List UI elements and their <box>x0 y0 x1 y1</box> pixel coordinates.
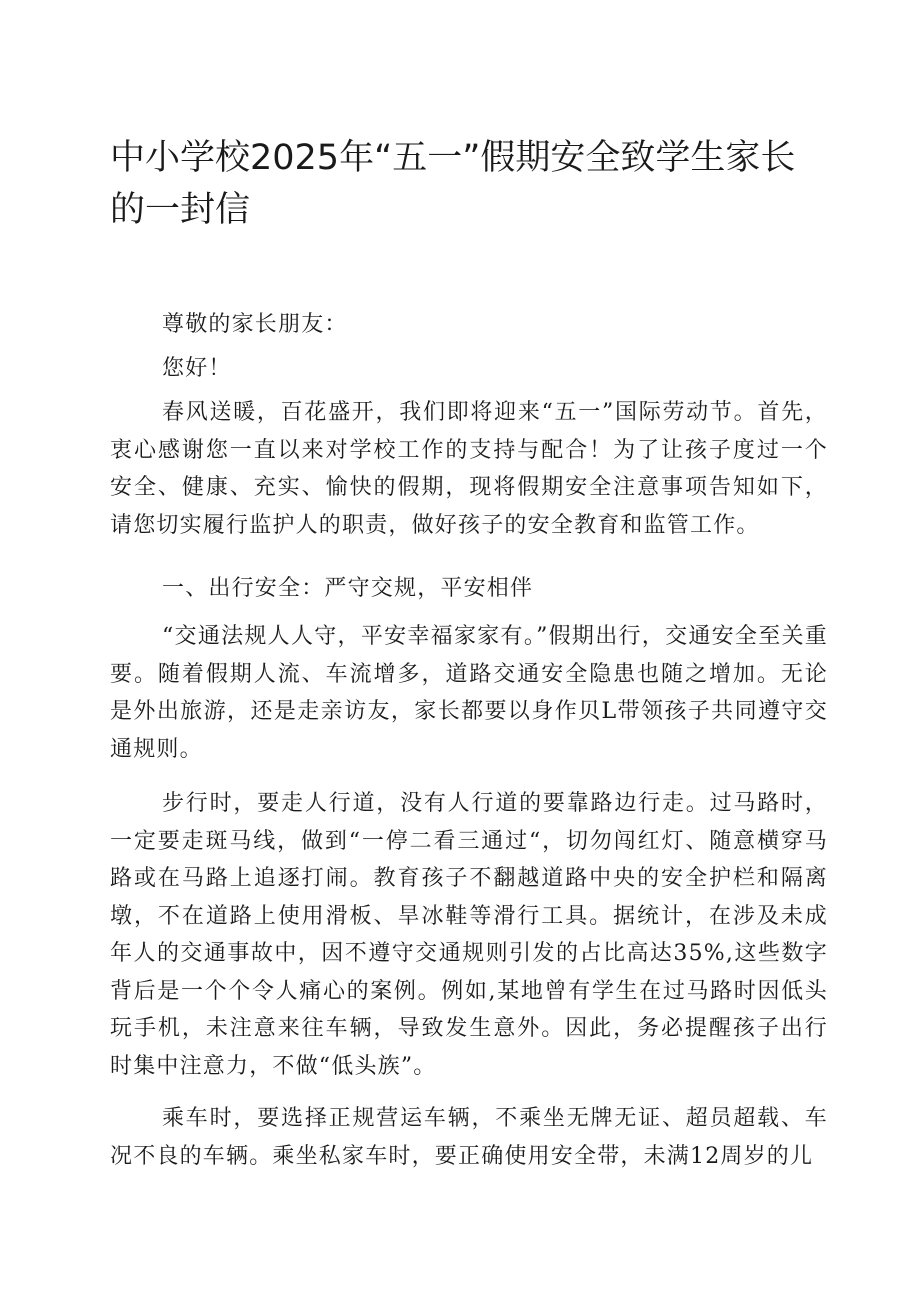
intro-paragraph: 春风送暖，百花盛开，我们即将迎来“五一”国际劳动节。首先，衷心感谢您一直以来对学校工作的支持与配合！为了让孩子度过一个安全、健康、充实、愉快的假期，现将假期安全注意事项告知如下，请您切实履行监护人的职责，做好孩子的安全教育和监管工作。 <box>110 400 828 538</box>
greeting: 您好！ <box>162 356 232 381</box>
section-heading-travel-safety: 一、出行安全：严守交规，平安相伴 <box>162 576 534 601</box>
document-title: 中小学校2025年“五一”假期安全致学生家长的一封信 <box>110 138 796 230</box>
salutation: 尊敬的家长朋友： <box>162 312 348 337</box>
traffic-rules-paragraph: “交通法规人人守，平安幸福家家有。”假期出行，交通安全至关重要。随着假期人流、车流增多，道路交通安全隐患也随之增加。无论是外出旅游，还是走亲访友，家长都要以身作贝L带领孩子共同遵守交通规则。 <box>110 624 828 762</box>
vehicle-safety-paragraph: 乘车时，要选择正规营运车辆，不乘坐无牌无证、超员超载、车况不良的车辆。乘坐私家车时，要正确使用安全带，未满12周岁的儿 <box>110 1106 828 1169</box>
walking-safety-paragraph: 步行时，要走人行道，没有人行道的要靠路边行走。过马路时，一定要走斑马线，做到“一停二看三通过“，切勿闯红灯、随意横穿马路或在马路上追逐打闹。教育孩子不翻越道路中央的安全护栏和隔离墩，不在道路上使用滑板、旱冰鞋等滑行工具。据统计，在涉及未成年人的交通事故中，因不遵守交通规则引发的占比高达35%,这些数字背后是一个个令人痛心的案例。例如,某地曾有学生在过马路时因低头玩手机，未注意来往车辆，导致发生意外。因此，务必提醒孩子出行时集中注意力，不做“低头族”。 <box>110 791 828 1079</box>
